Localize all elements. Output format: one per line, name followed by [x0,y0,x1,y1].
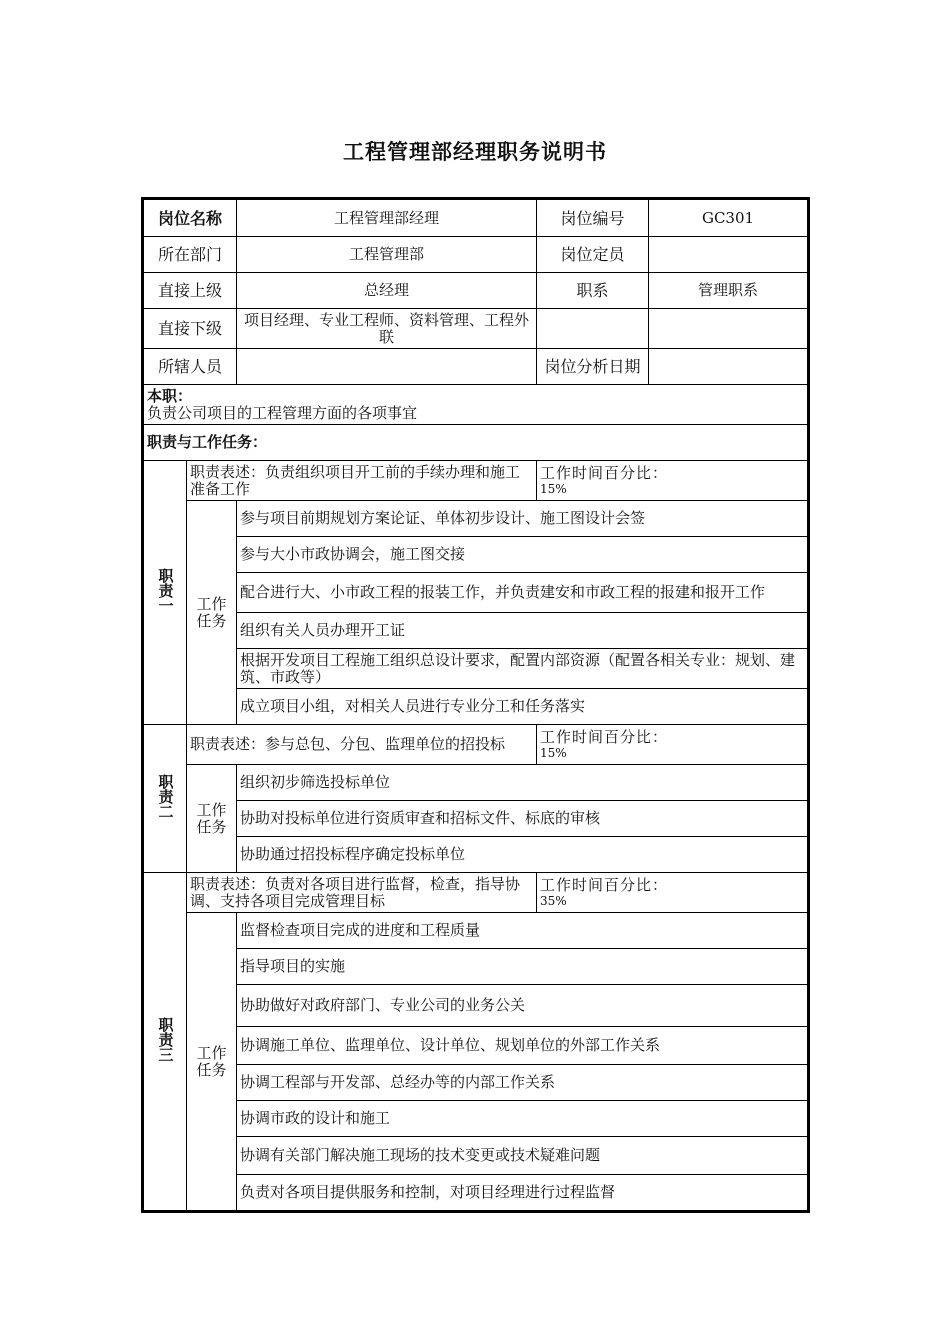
duty-3-task-8: 负责对各项目提供服务和控制，对项目经理进行过程监督 [237,1175,808,1211]
table-row [144,801,808,837]
duty-1-task-5: 根据开发项目工程施工组织总设计要求，配置内部资源（配置各相关专业：规划、建筑、市政等） [237,649,808,689]
duty-2-pct-cell [537,725,808,765]
duty-1-task-3: 配合进行大、小市政工程的报装工作，并负责建安和市政工程的报建和报开工作 [237,573,808,613]
duty-1-pct-value: 15% [540,482,567,496]
duty-3-name: 职责三 [156,1017,175,1062]
analysis-date-label: 岗位分析日期 [537,349,649,385]
summary-label: 本职： [147,387,193,405]
row-superior [144,273,808,309]
table-row [144,501,808,537]
duty-1-task-4: 组织有关人员办理开工证 [237,613,808,649]
table-row [144,613,808,649]
analysis-date-value [649,349,808,385]
department-label: 所在部门 [144,237,237,273]
duty-2-task-3: 协助通过招投标程序确定投标单位 [237,837,808,873]
duty-2-task-1: 组织初步筛选投标单位 [237,765,808,801]
duty-2-pct-label: 工作时间百分比： [540,728,669,746]
summary-text: 负责公司项目的工程管理方面的各项事宜 [147,404,418,422]
row-managed [144,349,808,385]
position-name-label: 岗位名称 [144,200,237,237]
duty-1-task-2: 参与大小市政协调会，施工图交接 [237,537,808,573]
summary-cell [144,385,808,425]
duty-2-task-label [187,765,237,873]
table-row [144,1065,808,1101]
duty-2-task-2: 协助对投标单位进行资质审查和招标文件、标底的审核 [237,801,808,837]
duty-2-task-label-text: 工作任务 [196,800,227,836]
series-value: 管理职系 [649,273,808,309]
superior-value: 总经理 [237,273,537,309]
subordinate-value: 项目经理、专业工程师、资料管理、工程外联 [237,309,537,349]
table-row [144,913,808,949]
duty-2-name: 职责二 [156,774,175,819]
subordinate-label: 直接下级 [144,309,237,349]
duty-3-label [144,873,187,1211]
headcount-label: 岗位定员 [537,237,649,273]
blank-cell [649,309,808,349]
position-name-value: 工程管理部经理 [237,200,537,237]
table-row [144,689,808,725]
table-row [144,573,808,613]
duty-1-statement: 职责表述：负责组织项目开工前的手续办理和施工准备工作 [187,461,537,501]
duty-3-task-label [187,913,237,1211]
duty-3-task-5: 协调工程部与开发部、总经办等的内部工作关系 [237,1065,808,1101]
duty-2-statement-row [144,725,808,765]
managed-value [237,349,537,385]
table-row [144,1101,808,1137]
row-position-name [144,200,808,237]
table-row [144,1175,808,1211]
position-code-value: GC301 [649,200,808,237]
duty-3-pct-cell [537,873,808,913]
headcount-value [649,237,808,273]
duty-3-pct-value: 35% [540,894,567,908]
table-row [144,949,808,985]
table-row [144,537,808,573]
duty-3-task-3: 协助做好对政府部门、专业公司的业务公关 [237,985,808,1027]
superior-label: 直接上级 [144,273,237,309]
duty-3-task-6: 协调市政的设计和施工 [237,1101,808,1137]
row-summary [144,385,808,425]
duty-3-task-2: 指导项目的实施 [237,949,808,985]
department-value: 工程管理部 [237,237,537,273]
duty-3-task-label-text: 工作任务 [196,1043,227,1079]
duty-2-statement: 职责表述：参与总包、分包、监理单位的招投标 [187,725,537,765]
table-row [144,985,808,1027]
managed-label: 所辖人员 [144,349,237,385]
duty-3-pct-label: 工作时间百分比： [540,876,669,894]
duty-3-task-1: 监督检查项目完成的进度和工程质量 [237,913,808,949]
duty-2-label [144,725,187,873]
duty-1-pct-cell [537,461,808,501]
duty-3-task-7: 协调有关部门解决施工现场的技术变更或技术疑难问题 [237,1137,808,1175]
duty-3-statement-row [144,873,808,913]
table-row [144,1137,808,1175]
table-row [144,649,808,689]
duties-heading: 职责与工作任务： [144,425,808,461]
job-description-table [143,199,808,1211]
duty-1-label [144,461,187,725]
row-subordinate [144,309,808,349]
row-duties-heading [144,425,808,461]
duty-1-task-label-text: 工作任务 [196,594,227,630]
duty-1-task-1: 参与项目前期规划方案论证、单体初步设计、施工图设计会签 [237,501,808,537]
position-code-label: 岗位编号 [537,200,649,237]
document-title: 工程管理部经理职务说明书 [343,140,607,164]
duty-1-statement-row [144,461,808,501]
table-row [144,765,808,801]
duty-1-pct-label: 工作时间百分比： [540,464,669,482]
duty-1-name: 职责一 [156,568,175,613]
duty-1-task-label [187,501,237,725]
duty-3-task-4: 协调施工单位、监理单位、设计单位、规划单位的外部工作关系 [237,1027,808,1065]
table-row [144,1027,808,1065]
duty-3-statement: 职责表述：负责对各项目进行监督，检查，指导协调、支持各项目完成管理目标 [187,873,537,913]
series-label: 职系 [537,273,649,309]
duty-2-pct-value: 15% [540,746,567,760]
row-department [144,237,808,273]
blank-cell [537,309,649,349]
duty-1-task-6: 成立项目小组，对相关人员进行专业分工和任务落实 [237,689,808,725]
table-row [144,837,808,873]
